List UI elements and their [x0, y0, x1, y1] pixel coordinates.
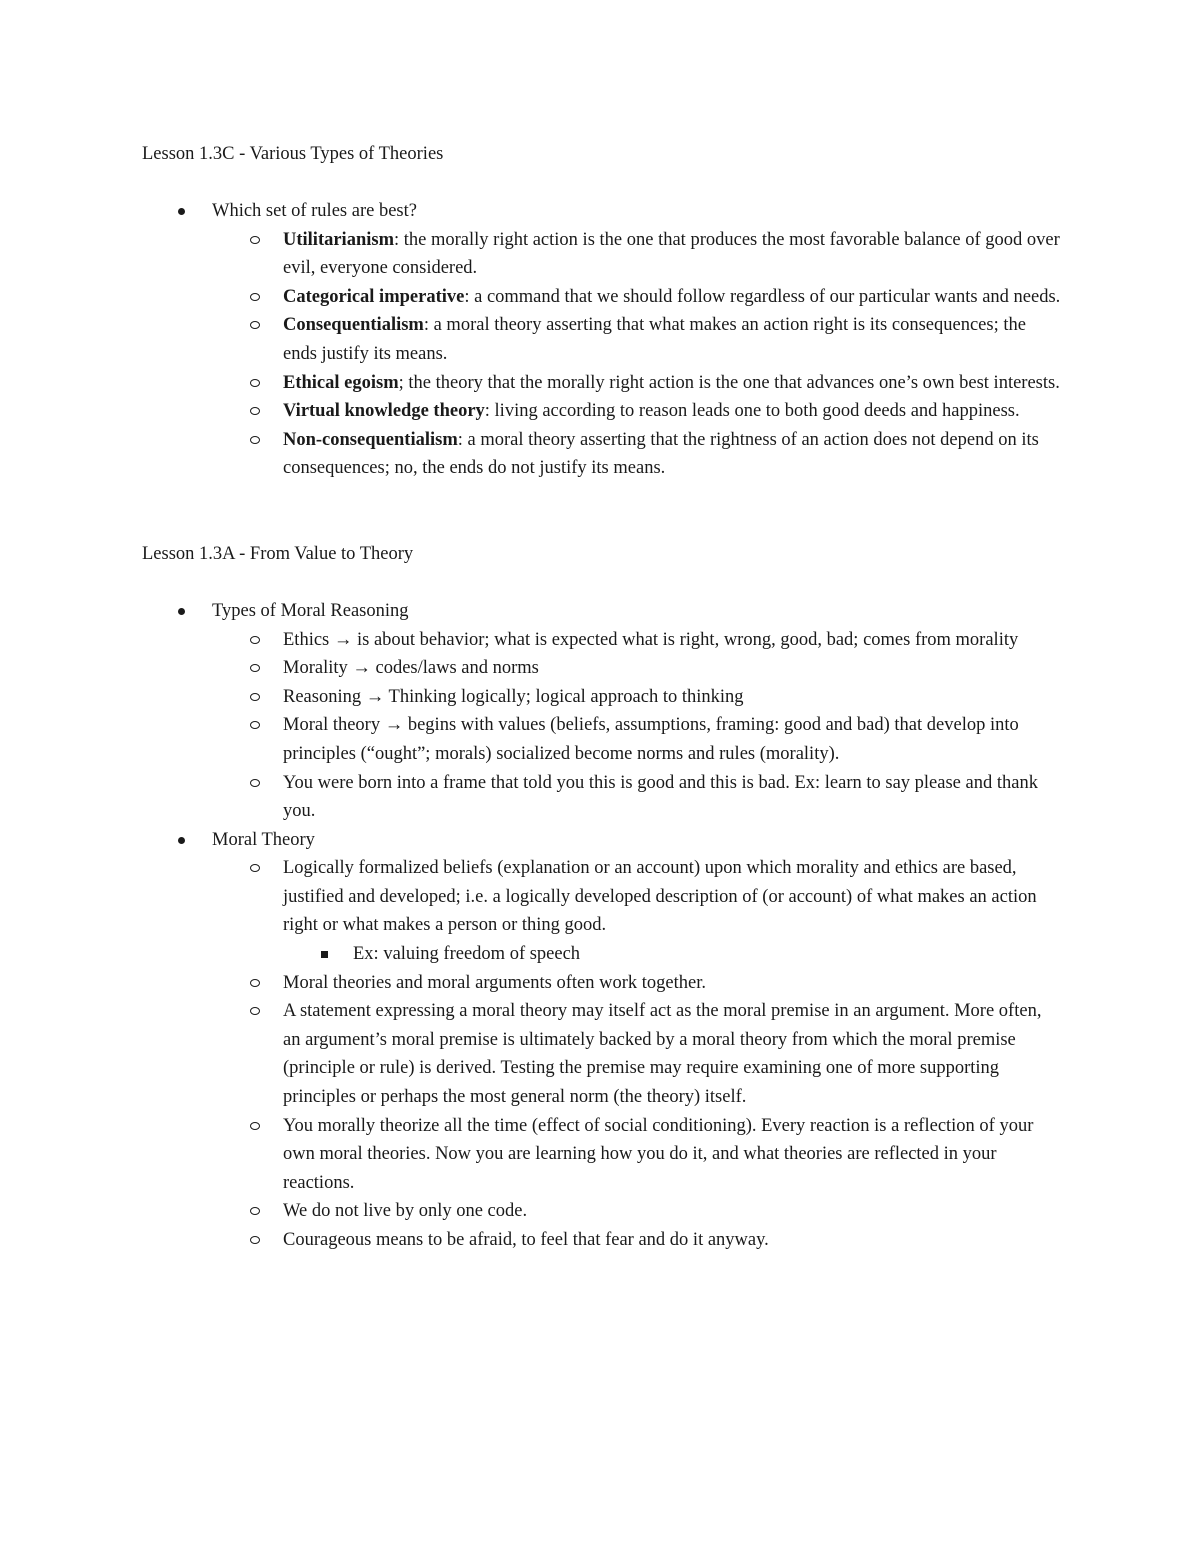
- bullet-circle-icon: [250, 236, 260, 244]
- definition-item: [142, 283, 1062, 312]
- list-item-text: Moral Theory: [212, 829, 315, 850]
- lesson-1-3a-heading: Lesson 1.3A - From Value to Theory: [142, 543, 414, 564]
- list-item: [142, 997, 1062, 1111]
- bullet-circle-icon: [250, 864, 260, 872]
- list-item: [142, 1226, 1062, 1255]
- definition-item: [142, 226, 1062, 283]
- bullet-disc-icon: [178, 208, 185, 215]
- bullet-circle-icon: [250, 693, 260, 701]
- definition-term: Categorical imperative: [283, 286, 465, 307]
- list-item-text: Ex: valuing freedom of speech: [353, 944, 581, 965]
- definition-text: : the morally right action is the one that produces the most favorable balance of good over evil, everyone considered.: [283, 229, 1060, 279]
- bullet-circle-icon: [250, 1007, 260, 1015]
- definition-term: Ethical egoism: [283, 372, 399, 393]
- bullet-circle-icon: [250, 1122, 260, 1130]
- document-page: [142, 140, 1062, 1255]
- definition-item: [142, 397, 1062, 426]
- list-item-text: Ethics → is about behavior; what is expected what is right, wrong, good, bad; comes from morality: [283, 629, 1019, 650]
- list-item: [142, 597, 1062, 626]
- definition-item: [142, 426, 1062, 483]
- bullet-circle-icon: [250, 407, 260, 415]
- list-item: [142, 940, 1062, 969]
- list-item-text: Which set of rules are best?: [212, 201, 417, 221]
- list-item: [142, 711, 1062, 768]
- list-item-text: Logically formalized beliefs (explanation or an account) upon which morality and ethics are based, justified and developed; i.e. a logically developed description of (or account) of what makes an action right or what makes a person or thing good.: [283, 858, 1037, 936]
- bullet-circle-icon: [250, 636, 260, 644]
- list-item: [142, 826, 1062, 855]
- definition-item: [142, 311, 1062, 368]
- bullet-circle-icon: [250, 1207, 260, 1215]
- bullet-circle-icon: [250, 379, 260, 387]
- bullet-circle-icon: [250, 664, 260, 672]
- list-item: [142, 654, 1062, 683]
- list-item: [142, 626, 1062, 655]
- list-item-text: Reasoning → Thinking logically; logical approach to thinking: [283, 686, 744, 707]
- bullet-circle-icon: [250, 321, 260, 329]
- definition-term: Virtual knowledge theory: [283, 401, 485, 422]
- list-item: [142, 769, 1062, 826]
- definition-text: : a command that we should follow regardless of our particular wants and needs.: [464, 286, 1061, 307]
- bullet-circle-icon: [250, 721, 260, 729]
- list-item: [142, 1112, 1062, 1198]
- list-item: [142, 854, 1062, 940]
- list-item-text: Types of Moral Reasoning: [212, 600, 409, 621]
- definition-text: : a moral theory asserting that the rightness of an action does not depend on its consequences; no, the ends do not justify its means.: [283, 429, 1039, 479]
- bullet-circle-icon: [250, 436, 260, 444]
- list-item-text: We do not live by only one code.: [283, 1201, 528, 1222]
- definition-text: : living according to reason leads one to both good deeds and happiness.: [484, 401, 1020, 422]
- list-item-text: Morality → codes/laws and norms: [283, 658, 539, 679]
- list-item: [142, 683, 1062, 712]
- list-item-text: A statement expressing a moral theory may itself act as the moral premise in an argument. More often, an argument’s moral premise is ultimately backed by a moral theory from which the moral premise (principle or rule) is derived. Testing the premise may require examining one of more supporting principles or perhaps the most general norm (the theory) itself.: [283, 1001, 1042, 1108]
- bullet-circle-icon: [250, 293, 260, 301]
- list-item-text: You were born into a frame that told you this is good and this is bad. Ex: learn to say please and thank you.: [283, 772, 1038, 822]
- list-item: [142, 969, 1062, 998]
- list-item-text: You morally theorize all the time (effect of social conditioning). Every reaction is a reflection of your own moral theories. Now you are learning how you do it, and what theories are reflected in your reactions.: [283, 1115, 1034, 1193]
- list-item: [142, 197, 1062, 226]
- definition-term: Consequentialism: [283, 315, 424, 336]
- lesson-1-3c-list: [142, 197, 1062, 483]
- lesson-1-3c-heading: Lesson 1.3C - Various Types of Theories: [142, 144, 444, 164]
- definition-text: ; the theory that the morally right action is the one that advances one’s own best interests.: [398, 372, 1060, 393]
- bullet-circle-icon: [250, 779, 260, 787]
- lesson-1-3a-list: [142, 597, 1062, 1255]
- definition-item: [142, 369, 1062, 398]
- bullet-circle-icon: [250, 979, 260, 987]
- list-item-text: Courageous means to be afraid, to feel that fear and do it anyway.: [283, 1230, 769, 1250]
- bullet-circle-icon: [250, 1236, 260, 1244]
- list-item: [142, 1197, 1062, 1226]
- definition-term: Utilitarianism: [283, 229, 394, 250]
- definition-text: : a moral theory asserting that what makes an action right is its consequences; the ends justify its means.: [283, 315, 1026, 364]
- list-item-text: Moral theories and moral arguments often work together.: [283, 972, 706, 993]
- bullet-square-icon: [321, 951, 328, 958]
- bullet-disc-icon: [178, 608, 185, 615]
- definition-term: Non-consequentialism: [283, 429, 458, 450]
- list-item-text: Moral theory → begins with values (beliefs, assumptions, framing: good and bad) that develop into principles (“ought”; morals) socialized become norms and rules (morality).: [283, 715, 1019, 764]
- bullet-disc-icon: [178, 837, 185, 844]
